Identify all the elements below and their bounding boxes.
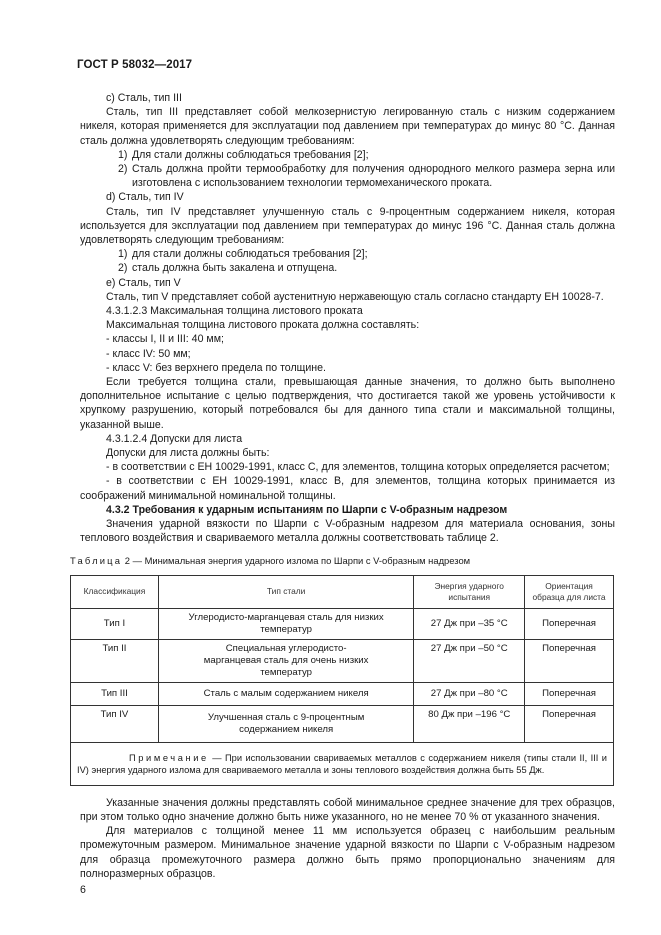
table-cell: Тип II — [71, 639, 159, 682]
table-cell: Углеродисто-марганцевая сталь для низких температур — [158, 608, 413, 639]
list-item: - в соответствии с ЕН 10029-1991, класс В, для элементов, толщина которых принимается из соображений минимальной номинальной толщины. — [80, 475, 615, 502]
section-d-intro: Сталь, тип IV представляет улучшенную сталь с 9-процентным содержанием никеля, которая используется для эксплуатации под давлением при температурах до минус 196 °С. Данная сталь должна удовлетворять следующим требованиям: — [80, 205, 615, 247]
table-cell: 27 Дж при –35 °С — [414, 608, 525, 639]
table-note — [71, 742, 614, 785]
section-c-heading: с) Сталь, тип III — [106, 92, 182, 104]
list-item: 1) Для стали должны соблюдаться требования [2]; — [118, 148, 369, 161]
table-row — [71, 682, 614, 705]
table-caption-text: 2 — Минимальная энергия ударного излома по Шарпи с V-образным надрезом — [124, 554, 471, 566]
note-word: Примечание — [129, 752, 209, 763]
table-cell: Тип IV — [71, 705, 159, 742]
table-cell: Тип I — [71, 608, 159, 639]
section-e-heading: е) Сталь, тип V — [106, 276, 181, 289]
header-orientation: Ориентация образца для листа — [525, 575, 614, 608]
list-item: - класс IV: 50 мм; — [106, 347, 191, 360]
document-header: ГОСТ Р 58032—2017 — [77, 59, 193, 71]
list-item: 2) сталь должна быть закалена и отпущена. — [118, 262, 338, 275]
clause-4-3-1-2-3-paragraph: Если требуется толщина стали, превышающая данные значения, то должно быть выполнено дополнительное испытание с целью подтверждения, что достигается такой же уровень устойчивости к хрупкому разрушению, который потребовался бы для данного типа стали и максимальной толщины, указанной выше. — [80, 376, 615, 431]
list-item: - в соответствии с ЕН 10029-1991, класс С, для элементов, толщина которых определяется расчетом; — [106, 461, 610, 474]
page-body — [70, 91, 615, 881]
clause-4-3-1-2-3-heading: 4.3.1.2.3 Максимальная толщина листового проката — [106, 305, 363, 318]
after-table-text — [80, 796, 615, 881]
table-cell: 80 Дж при –196 °С — [414, 705, 525, 742]
list-item: - класс V: без верхнего предела по толщине. — [106, 361, 326, 374]
table-cell: Поперечная — [525, 705, 614, 742]
table-note-row — [71, 742, 614, 785]
paragraph: Для материалов с толщиной менее 11 мм используется образец с наибольшим реальным промежуточным размером. Минимальное значение ударной вязкости по Шарпи с V-образным надрезом для образца промежуточного размера должно быть прямо пропорционально значениям для полноразмерных образцов. — [80, 825, 615, 880]
table-header-row — [71, 575, 614, 608]
section-e-text: Сталь, тип V представляет собой аустенитную нержавеющую сталь согласно стандарту ЕН 10028-7. — [106, 290, 604, 303]
table-row — [71, 608, 614, 639]
header-impact-energy: Энергия ударного испытания — [414, 575, 525, 608]
clause-4-3-1-2-3-intro: Максимальная толщина листового проката должна составлять: — [106, 319, 420, 332]
clause-4-3-1-2-4-intro: Допуски для листа должны быть: — [106, 447, 270, 460]
table-cell: Сталь с малым содержанием никеля — [158, 682, 413, 705]
list-item: 1) для стали должны соблюдаться требования [2]; — [118, 248, 368, 261]
table-cell: Тип III — [71, 682, 159, 705]
table-cell: Поперечная — [525, 682, 614, 705]
table-cell: Специальная углеродисто-марганцевая сталь для очень низких температур — [158, 639, 413, 682]
table-cell: Поперечная — [525, 608, 614, 639]
table-cell: Улучшенная сталь с 9-процентным содержанием никеля — [158, 705, 413, 742]
charpy-energy-table — [70, 575, 614, 786]
header-steel-type: Тип стали — [158, 575, 413, 608]
clause-4-3-2-paragraph: Значения ударной вязкости по Шарпи с V-образным надрезом для материала основания, зоны теплового воздействия и свариваемого металла должны соответствовать таблице 2. — [80, 518, 615, 545]
clause-4-3-1-2-4-heading: 4.3.1.2.4 Допуски для листа — [106, 432, 243, 445]
table-cell: 27 Дж при –50 °С — [414, 639, 525, 682]
table-cell: Поперечная — [525, 639, 614, 682]
note-text: — При использовании свариваемых металлов с содержанием никеля (типы стали II, III и IV) энергия ударного излома для свариваемого металла и зоны теплового воздействия должна быть 55 Дж. — [77, 752, 607, 775]
table-row — [71, 639, 614, 682]
page-number: 6 — [80, 884, 86, 896]
paragraph: Указанные значения должны представлять собой минимальное среднее значение для трех образцов, при этом только одно значение должно быть ниже указанного, но не менее 70 % от указанного значения. — [80, 796, 615, 823]
section-c-intro: Сталь, тип III представляет собой мелкозернистую легированную сталь с низким содержанием никеля, которая применяется для эксплуатации под давлением при температурах до минус 80 °С. Данная сталь должна удовлетворять следующим требованиям: — [80, 106, 615, 147]
table-cell: 27 Дж при –80 °С — [414, 682, 525, 705]
clause-4-3-2-heading: 4.3.2 Требования к ударным испытаниям по Шарпи с V-образным надрезом — [106, 503, 508, 516]
table-caption-word: Таблица — [70, 554, 123, 566]
header-classification: Классификация — [71, 575, 159, 608]
list-item: 2) Сталь должна пройти термообработку для получения однородного мелкого размера зерна или изготовлена с использованием технологии термомеханического проката. — [118, 163, 615, 190]
section-d-heading: d) Сталь, тип IV — [106, 191, 184, 204]
list-item: - классы I, II и III: 40 мм; — [106, 333, 224, 346]
table-caption — [70, 554, 615, 568]
table-row — [71, 705, 614, 742]
